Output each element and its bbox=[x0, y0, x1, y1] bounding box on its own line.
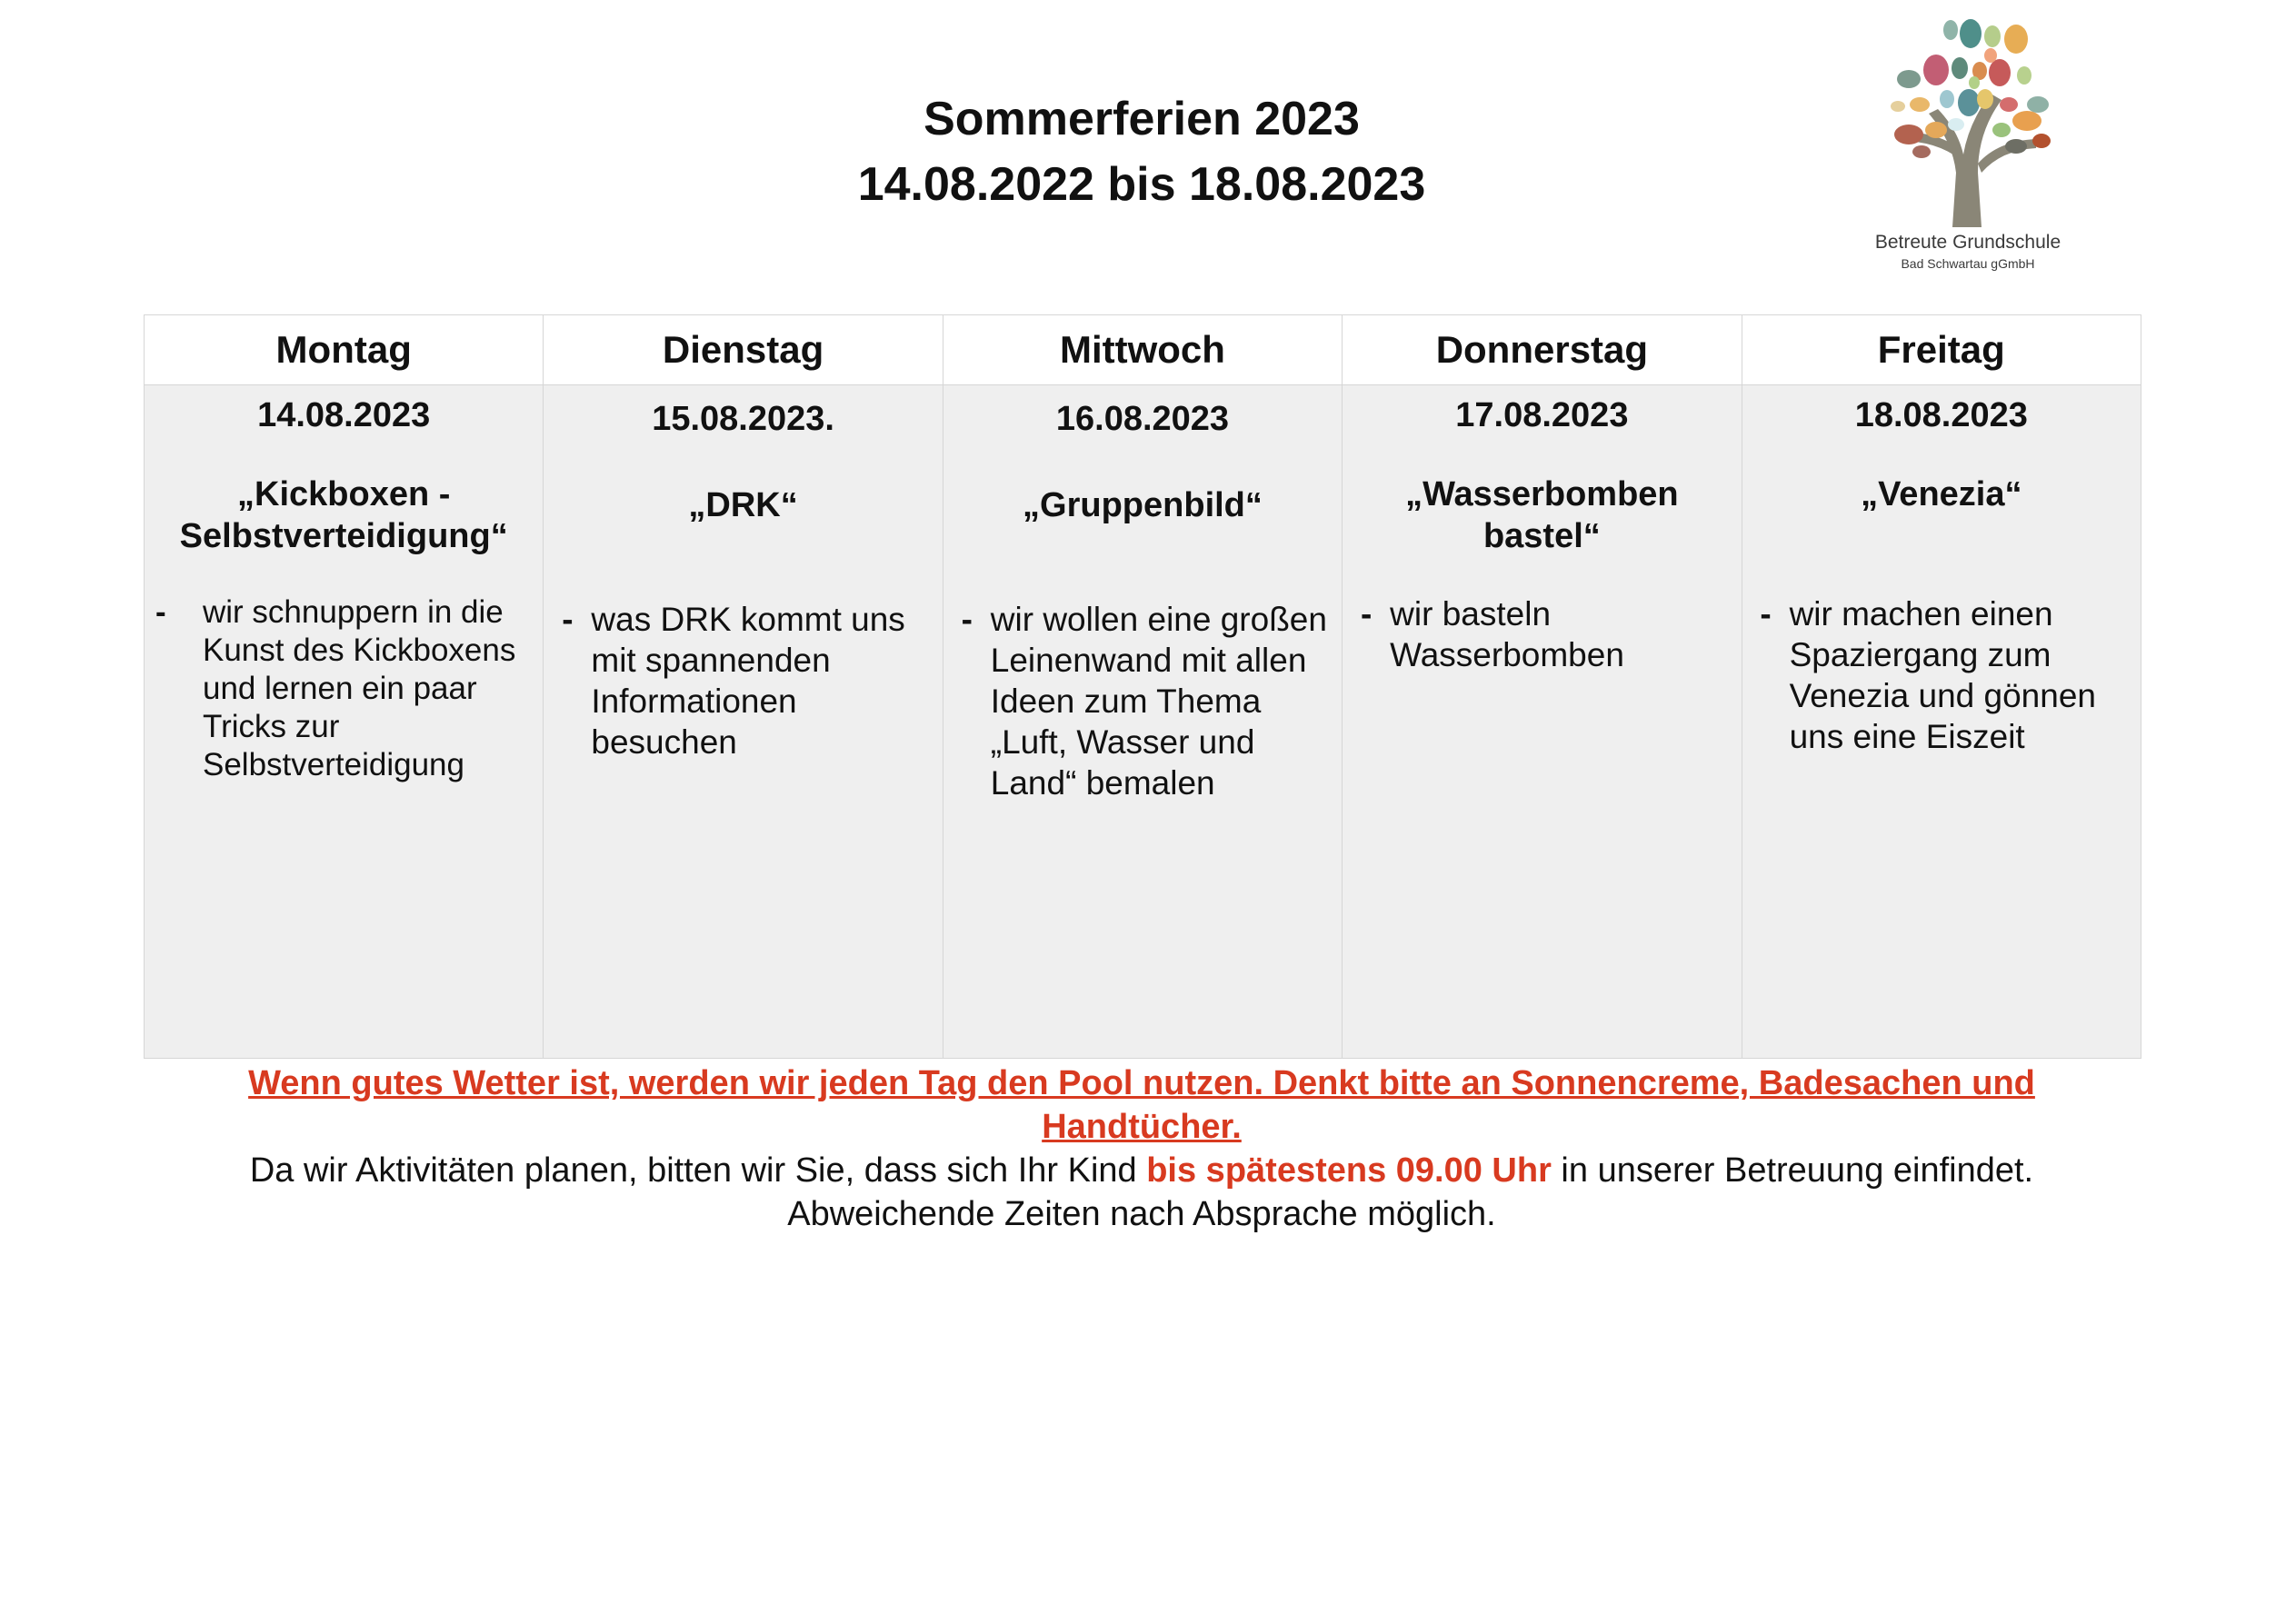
activity-description bbox=[943, 599, 1342, 803]
activity-title: „DRK“ bbox=[688, 486, 798, 524]
day-cell-dienstag bbox=[544, 385, 943, 1059]
day-date: 16.08.2023 bbox=[1055, 400, 1230, 438]
activity-description bbox=[544, 599, 942, 762]
activity-description-text: was DRK kommt uns mit spannenden Informationen besuchen bbox=[591, 601, 905, 761]
arrival-deadline: bis spätestens 09.00 Uhr bbox=[1146, 1151, 1552, 1190]
logo-name: Betreute Grundschule bbox=[1874, 232, 2061, 253]
arrival-text-before: Da wir Aktivitäten planen, bitten wir Sie, dass sich Ihr Kind bbox=[249, 1151, 1147, 1190]
bullet-dash: - bbox=[961, 601, 973, 638]
activity-description-text: wir basteln Wasserbomben bbox=[1390, 595, 1624, 673]
bullet-dash: - bbox=[155, 594, 166, 630]
weekly-schedule-table bbox=[144, 314, 2141, 1059]
activity-description-text: wir schnuppern in die Kunst des Kickboxens und lernen ein paar Tricks zur Selbstverteidigung bbox=[203, 594, 516, 782]
activity-description bbox=[1742, 593, 2141, 757]
footer-notice bbox=[0, 1061, 2283, 1236]
activity-row bbox=[145, 385, 2141, 1059]
arrival-instruction bbox=[0, 1149, 2283, 1192]
weekday-header-row bbox=[145, 315, 2141, 385]
activity-description bbox=[1343, 593, 1741, 675]
logo-subtitle: Bad Schwartau gGmbH bbox=[1901, 256, 2035, 271]
bullet-dash: - bbox=[1760, 595, 1772, 633]
day-date: 15.08.2023. bbox=[652, 400, 834, 438]
weekday-header: Donnerstag bbox=[1343, 315, 1742, 385]
activity-title: „Kickboxen - Selbstverteidigung“ bbox=[179, 475, 508, 555]
day-date: 18.08.2023 bbox=[1854, 396, 2028, 434]
bullet-dash: - bbox=[562, 601, 574, 638]
weather-pool-warning: Wenn gutes Wetter ist, werden wir jeden Tag den Pool nutzen. Denkt bitte an Sonnencreme, Badesachen und Handtücher. bbox=[248, 1064, 2035, 1146]
activity-description-text: wir machen einen Spaziergang zum Venezia und gönnen uns eine Eiszeit bbox=[1789, 595, 2096, 755]
weekday-header: Dienstag bbox=[544, 315, 943, 385]
page-title: Sommerferien 2023 bbox=[923, 93, 1360, 145]
day-cell-mittwoch bbox=[943, 385, 1342, 1059]
activity-title: „Gruppenbild“ bbox=[1023, 486, 1263, 524]
day-date: 17.08.2023 bbox=[1455, 396, 1629, 434]
weekday-header: Mittwoch bbox=[943, 315, 1342, 385]
bullet-dash: - bbox=[1361, 595, 1373, 633]
alternative-times-note: Abweichende Zeiten nach Absprache möglich. bbox=[787, 1195, 1496, 1233]
weekday-header: Montag bbox=[145, 315, 544, 385]
day-date: 14.08.2023 bbox=[257, 396, 431, 434]
day-cell-montag bbox=[145, 385, 544, 1059]
activity-description-text: wir wollen eine großen Leinenwand mit allen Ideen zum Thema „Luft, Wasser und Land“ bemalen bbox=[990, 601, 1327, 802]
arrival-text-after: in unserer Betreuung einfindet. bbox=[1551, 1151, 2034, 1190]
tree-logo-icon bbox=[1845, 5, 2091, 232]
activity-description bbox=[145, 593, 543, 784]
day-cell-donnerstag bbox=[1343, 385, 1742, 1059]
school-logo bbox=[1845, 5, 2091, 277]
page-date-range: 14.08.2022 bis 18.08.2023 bbox=[857, 158, 1426, 211]
activity-title: „Venezia“ bbox=[1861, 475, 2022, 513]
weekday-header: Freitag bbox=[1742, 315, 2141, 385]
day-cell-freitag bbox=[1742, 385, 2141, 1059]
activity-title: „Wasserbomben bastel“ bbox=[1405, 475, 1679, 555]
